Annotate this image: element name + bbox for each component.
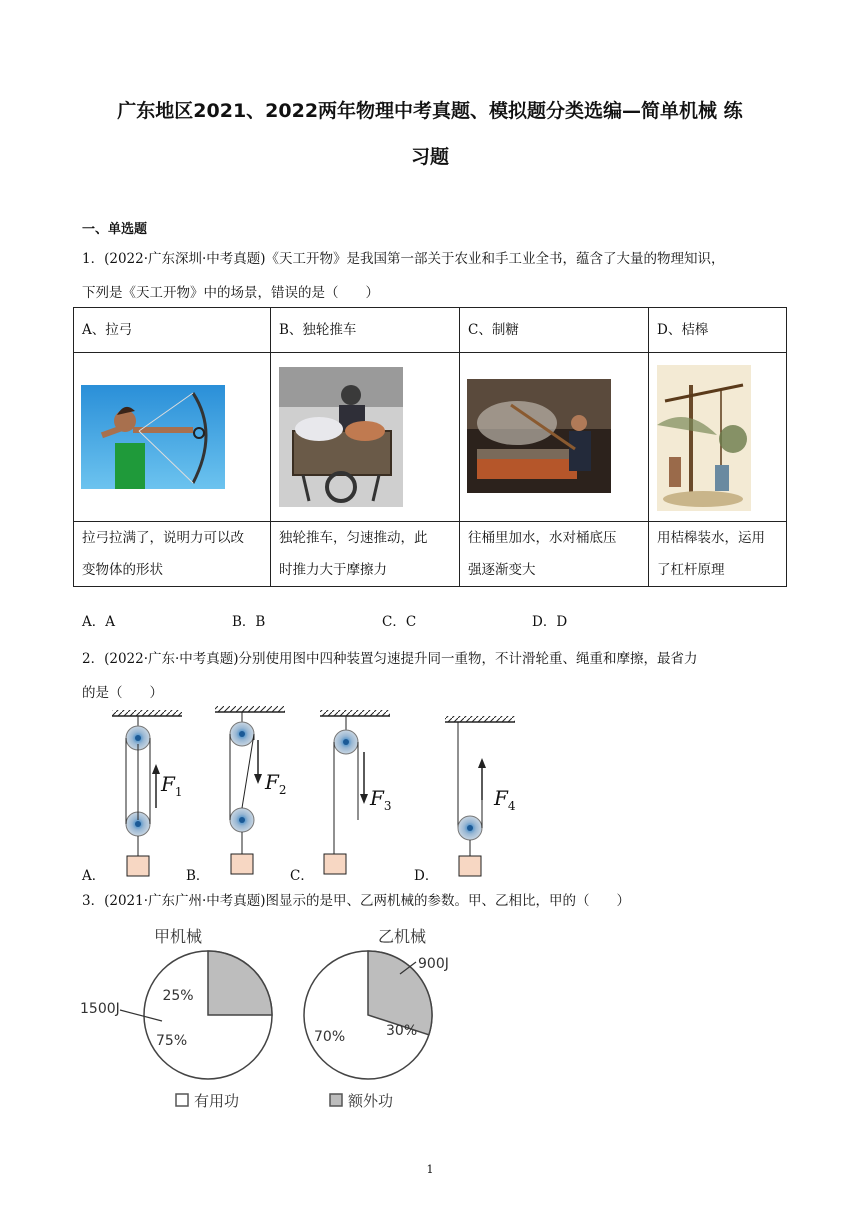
q2-line-1: 2．(2022·广东·中考真题)分别使用图中四种装置匀速提升同一重物，不计滑轮重、绳重和摩擦，最省力 (82, 651, 698, 667)
archer-image (81, 385, 225, 489)
desc-c (460, 522, 649, 587)
pie-b-useful-percent: 70% (314, 1029, 346, 1045)
q2-option-c: C． (290, 868, 314, 884)
desc-b-line-2: 时推力大于摩擦力 (279, 562, 387, 578)
force-label-4: $F_4$ (494, 786, 516, 813)
image-cell-d (649, 353, 787, 522)
page-title (60, 88, 800, 180)
pie-a-useful-percent: 75% (156, 1033, 188, 1049)
q1-option-a: A．A (82, 614, 115, 630)
force-label-1: $F_1$ (161, 772, 183, 799)
pie-a-extra-percent: 25% (162, 988, 194, 1004)
q1-options (82, 610, 682, 630)
q2-option-a: A． (82, 868, 106, 884)
desc-b-line-1: 独轮推车，匀速推动，此 (279, 530, 428, 546)
desc-a (74, 522, 271, 587)
q1-line-1: 1．(2022·广东深圳·中考真题)《天工开物》是我国第一部关于农业和手工业全书，蕴含了大量的物理知识， (82, 251, 725, 267)
desc-d-line-2: 了杠杆原理 (657, 562, 725, 578)
desc-d (649, 522, 787, 587)
desc-a-line-2: 变物体的形状 (82, 562, 163, 578)
header-b: B、独轮推车 (271, 308, 460, 353)
title-line-1: 广东地区2021、2022两年物理中考真题、模拟题分类选编—简单机械 练 (117, 100, 743, 122)
q1-option-b: B．B (232, 614, 266, 630)
title-line-2: 习题 (410, 146, 449, 168)
q2-option-b: B． (186, 868, 210, 884)
pie-slice-extra (208, 951, 272, 1015)
image-cell-c (460, 353, 649, 522)
pie-a-annotation: 1500J (80, 1001, 120, 1017)
image-cell-b (271, 353, 460, 522)
page-number: 1 (426, 1163, 434, 1176)
legend-swatch-extra (330, 1094, 342, 1106)
pie-b-annotation: 900J (418, 956, 449, 972)
legend-extra: 额外功 (348, 1092, 394, 1110)
q3-pie-charts (70, 918, 450, 1128)
header-a: A、拉弓 (74, 308, 271, 353)
q2-option-d: D． (414, 868, 439, 884)
sugar-making-image (467, 379, 611, 493)
desc-d-line-1: 用桔槔装水，运用 (657, 530, 765, 546)
legend-useful: 有用功 (194, 1092, 240, 1110)
image-cell-a (74, 353, 271, 522)
header-d: D、桔槔 (649, 308, 787, 353)
header-c: C、制糖 (460, 308, 649, 353)
desc-b (271, 522, 460, 587)
q1-option-d: D．D (532, 614, 568, 630)
pie-b-extra-percent: 30% (386, 1023, 418, 1039)
legend-swatch-useful (176, 1094, 188, 1106)
desc-a-line-1: 拉弓拉满了，说明力可以改 (82, 530, 244, 546)
desc-c-line-1: 往桶里加水，水对桶底压 (468, 530, 617, 546)
wheelbarrow-image (279, 367, 403, 507)
pie-a-title: 甲机械 (153, 927, 203, 946)
q1-line-2: 下列是《天工开物》中的场景，错误的是（ ） (82, 285, 379, 301)
question-1-text (82, 242, 782, 310)
q3-line-1: 3．(2021·广东广州·中考真题)图显示的是甲、乙两机械的参数。甲、乙相比，甲的（ ） (82, 893, 631, 909)
q1-table (73, 307, 787, 587)
q2-line-2: 的是（ ） (82, 685, 163, 701)
force-label-3: $F_3$ (370, 786, 392, 813)
pie-b-title: 乙机械 (377, 927, 427, 946)
desc-c-line-2: 强逐渐变大 (468, 562, 536, 578)
force-label-2: $F_2$ (265, 770, 287, 797)
question-3-text (82, 884, 782, 918)
pulley-diagrams (80, 700, 540, 880)
section-heading: 一、单选题 (82, 222, 148, 237)
shadoof-image (657, 365, 751, 511)
q1-option-c: C．C (382, 614, 417, 630)
